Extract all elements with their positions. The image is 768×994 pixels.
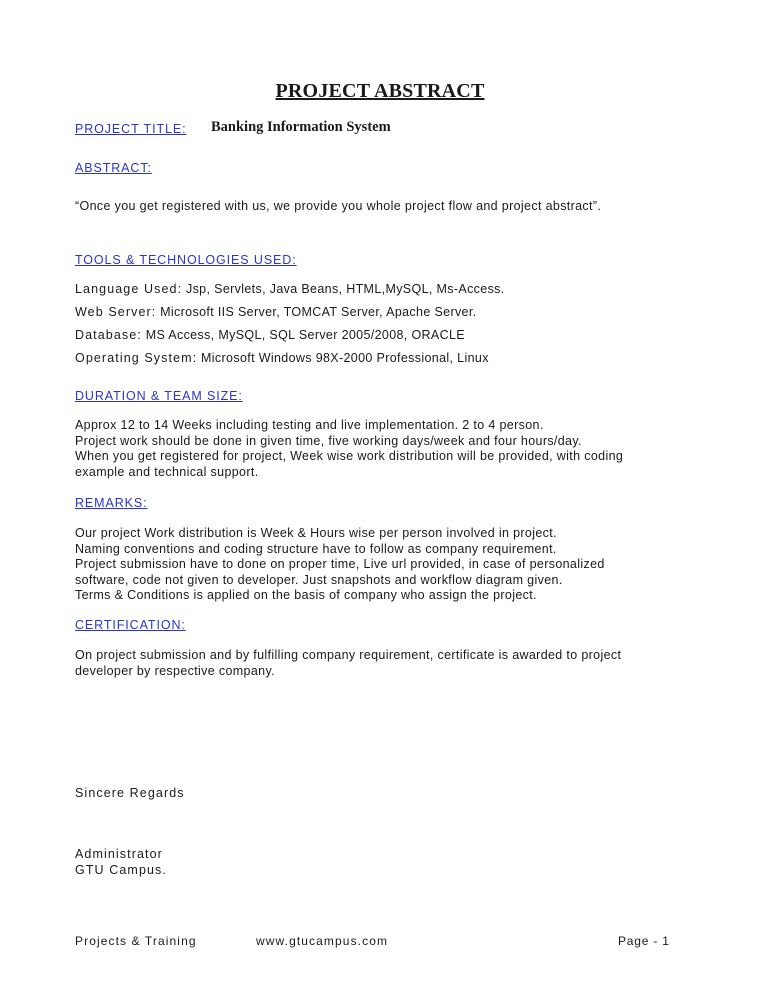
footer-left: Projects & Training [75,934,197,948]
remarks-line: Project submission have to done on proper time, Live url provided, in case of personalized [75,557,605,571]
remarks-line: Terms & Conditions is applied on the basis of company who assign the project. [75,588,537,602]
certification-line: On project submission and by fulfilling company requirement, certificate is awarded to project [75,648,622,662]
signature-name: Administrator [75,847,163,861]
footer-page-number: Page - 1 [618,934,670,948]
duration-line: Approx 12 to 14 Weeks including testing and live implementation. 2 to 4 person. [75,418,544,432]
tool-value: MS Access, MySQL, SQL Server 2005/2008, ORACLE [141,328,465,342]
certification-heading: CERTIFICATION: [75,618,186,632]
duration-heading: DURATION & TEAM SIZE: [75,389,243,403]
project-title-label: PROJECT TITLE: [75,122,187,136]
footer-website: www.gtucampus.com [256,934,389,948]
duration-line: Project work should be done in given time, five working days/week and four hours/day. [75,433,582,448]
tool-label: Database: [75,328,142,342]
tool-item-web-server [75,305,477,321]
duration-line: example and technical support. [75,464,259,479]
tool-label: Operating System: [75,351,198,365]
certification-line: developer by respective company. [75,663,275,678]
remarks-line: software, code not given to developer. Just snapshots and workflow diagram given. [75,572,563,587]
remarks-heading: REMARKS: [75,496,148,510]
tool-item-database [75,328,465,344]
tool-item-language [75,282,505,298]
duration-line: When you get registered for project, Week wise work distribution will be provided, with coding [75,449,624,463]
tool-value: Microsoft IIS Server, TOMCAT Server, Apache Server. [156,305,477,319]
remarks-line: Naming conventions and coding structure have to follow as company requirement. [75,541,557,556]
signature-block [75,847,167,878]
tool-label: Language Used: [75,282,183,296]
abstract-heading: ABSTRACT: [75,161,152,175]
abstract-text: “Once you get registered with us, we provide you whole project flow and project abstract”. [75,199,602,213]
signature-org: GTU Campus. [75,862,167,877]
remarks-text [75,526,605,604]
tool-label: Web Server: [75,305,157,319]
page-title: PROJECT ABSTRACT [275,80,485,102]
tools-heading: TOOLS & TECHNOLOGIES USED: [75,253,297,267]
closing-text: Sincere Regards [75,786,185,800]
duration-text [75,418,623,480]
tool-value: Microsoft Windows 98X-2000 Professional, Linux [197,351,489,365]
tool-value: Jsp, Servlets, Java Beans, HTML,MySQL, Ms-Access. [182,282,505,296]
tool-item-operating-system [75,351,489,367]
remarks-line: Our project Work distribution is Week & Hours wise per person involved in project. [75,526,557,540]
certification-text [75,648,621,679]
project-title-value: Banking Information System [211,119,391,135]
